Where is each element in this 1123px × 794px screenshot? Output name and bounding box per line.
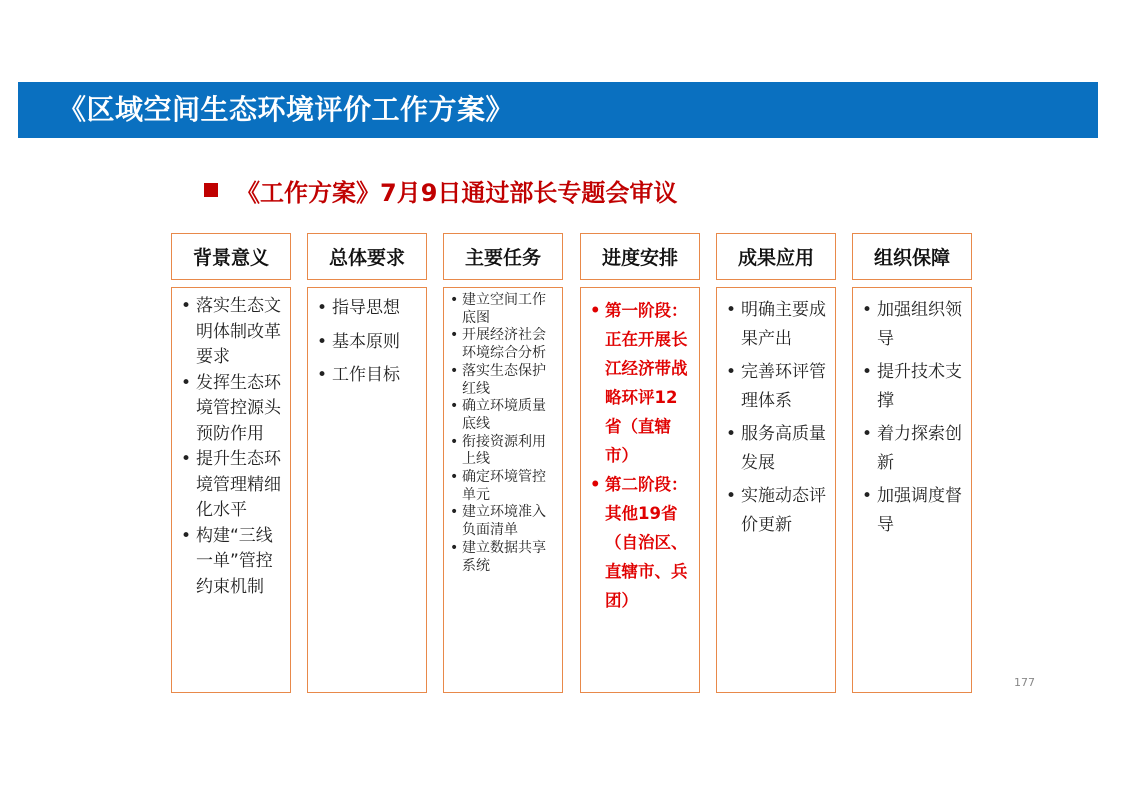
list-item: • 确定环境管控单元 [444,469,562,504]
item-list [444,292,562,575]
title-bar [18,82,1098,138]
list-item: • 衔接资源利用上线 [444,434,562,469]
list-item: • 落实生态文明体制改革要求 [172,294,290,371]
list-item: • 构建“三线一单”管控约束机制 [172,524,290,601]
list-item: • 确立环境质量底线 [444,398,562,433]
item-list [308,296,426,387]
subtitle-text: 《工作方案》7月9日通过部长专题会审议 [236,178,678,207]
page-title: 《区域空间生态环境评价工作方案》 [58,93,515,126]
list-item: • 工作目标 [308,363,426,387]
list-item: • 建立环境准入负面清单 [444,504,562,539]
column-header: 成果应用 [716,233,836,280]
column-results-application [716,233,836,693]
column-organizational-support [852,233,972,693]
item-list [581,296,699,615]
column-body [171,287,291,693]
list-item: • 提升生态环境管理精细化水平 [172,447,290,524]
list-item: • 明确主要成果产出 [717,296,835,354]
column-header: 组织保障 [852,233,972,280]
subtitle [204,172,677,208]
list-item: • 加强调度督导 [853,482,971,540]
column-background-significance [171,233,291,693]
item-list [172,294,290,600]
list-item: • 指导思想 [308,296,426,320]
list-item: • 落实生态保护红线 [444,363,562,398]
column-body [443,287,563,693]
list-item: • 第二阶段：其他19省（自治区、直辖市、兵团） [581,470,699,615]
list-item: • 发挥生态环境管控源头预防作用 [172,371,290,448]
list-item: • 提升技术支撑 [853,358,971,416]
column-body [852,287,972,693]
item-list [717,296,835,540]
column-header: 总体要求 [307,233,427,280]
column-schedule [580,233,700,693]
list-item: • 第一阶段：正在开展长江经济带战略环评12省（直辖市） [581,296,699,470]
list-item: • 服务高质量发展 [717,420,835,478]
square-bullet-icon [204,183,218,197]
list-item: • 实施动态评价更新 [717,482,835,540]
column-body [307,287,427,693]
column-header: 背景意义 [171,233,291,280]
list-item: • 着力探索创新 [853,420,971,478]
column-header: 进度安排 [580,233,700,280]
column-overall-requirements [307,233,427,693]
column-main-tasks [443,233,563,693]
list-item: • 建立空间工作底图 [444,292,562,327]
list-item: • 完善环评管理体系 [717,358,835,416]
item-list [853,296,971,540]
list-item: • 基本原则 [308,330,426,354]
list-item: • 开展经济社会环境综合分析 [444,327,562,362]
list-item: • 建立数据共享系统 [444,540,562,575]
column-body [716,287,836,693]
page-number: 177 [1014,676,1035,689]
list-item: • 加强组织领导 [853,296,971,354]
column-body [580,287,700,693]
column-header: 主要任务 [443,233,563,280]
